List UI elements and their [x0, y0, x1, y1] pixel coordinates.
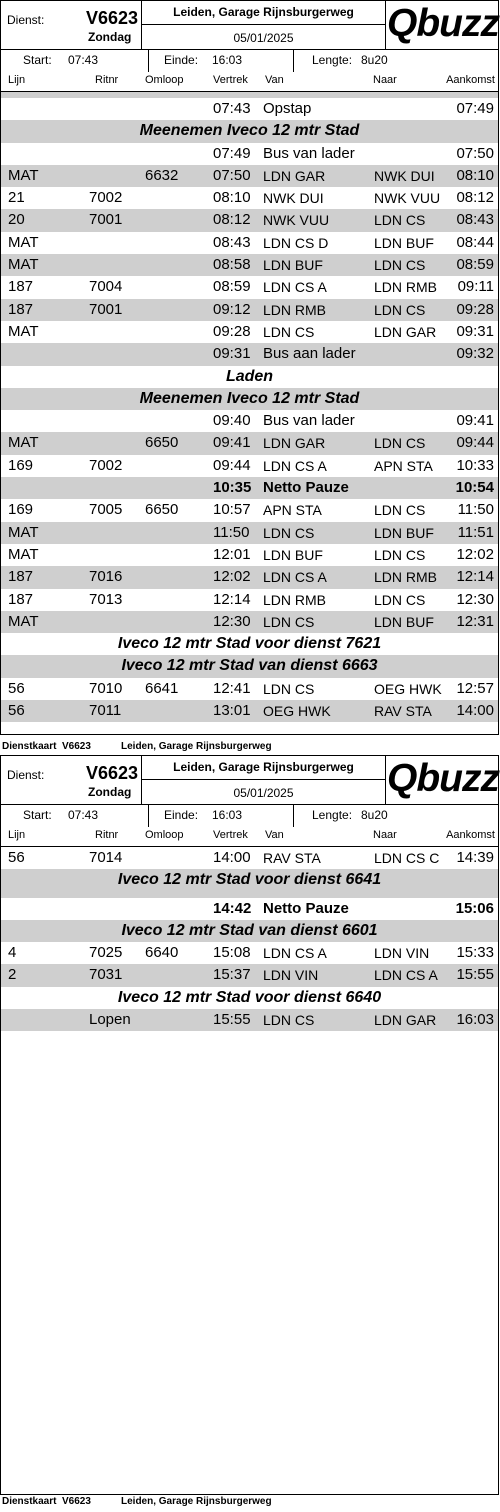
cell-naar: LDN CS — [374, 301, 426, 318]
cell-van: Bus van lader — [263, 412, 355, 430]
cell-ritnr: 7001 — [89, 211, 123, 229]
cell-naar: LDN BUF — [374, 613, 434, 630]
cell-van: LDN VIN — [263, 967, 319, 984]
cell-vertrek: 12:01 — [213, 545, 251, 563]
date: 05/01/2025 — [233, 786, 294, 800]
cell-omloop: 6640 — [145, 944, 179, 962]
cell-ritnr: Lopen — [89, 1011, 131, 1029]
cell-lijn: 4 — [8, 944, 17, 962]
trip-row — [1, 410, 498, 432]
cell-vertrek: 12:30 — [213, 612, 251, 630]
cell-naar: LDN GAR — [374, 1012, 437, 1029]
cell-aankomst: 15:06 — [455, 899, 494, 917]
col-van: Van — [265, 829, 284, 841]
length-label: Lengte: — [312, 808, 353, 822]
cell-van: LDN CS — [263, 613, 315, 630]
cell-omloop: 6641 — [145, 679, 179, 697]
cell-lijn: 187 — [8, 590, 34, 608]
cell-aankomst: 09:31 — [456, 322, 494, 340]
cell-vertrek: 14:00 — [213, 849, 251, 866]
footer-label: Dienstkaart — [2, 1496, 57, 1507]
section-title: Meenemen Iveco 12 mtr Stad — [139, 389, 360, 407]
cell-ritnr: 7025 — [89, 944, 123, 962]
cell-van: Opstap — [263, 100, 312, 117]
cell-aankomst: 09:41 — [456, 412, 494, 430]
cell-van: LDN BUF — [263, 257, 323, 274]
trip-row — [1, 343, 498, 365]
cell-ritnr: 7011 — [89, 702, 122, 720]
cell-omloop: 6650 — [145, 501, 179, 519]
cell-vertrek: 12:41 — [213, 679, 251, 697]
cell-naar: LDN CS — [374, 591, 426, 608]
cell-aankomst: 12:14 — [456, 568, 494, 586]
card-2 — [0, 755, 499, 1495]
cell-lijn: MAT — [8, 322, 39, 340]
cell-ritnr: 7016 — [89, 568, 123, 586]
cell-van: LDN RMB — [263, 301, 327, 318]
footer-location: Leiden, Garage Rijnsburgerweg — [121, 741, 272, 752]
cell-vertrek: 10:57 — [213, 501, 251, 519]
cell-aankomst: 08:10 — [456, 166, 494, 184]
cell-aankomst: 08:44 — [456, 233, 494, 251]
trip-row — [1, 566, 498, 588]
qbuzz-logo: Qbuzz — [387, 757, 499, 800]
cell-lijn: MAT — [8, 166, 39, 184]
cell-van: LDN CS — [263, 680, 315, 697]
footer-dienst: V6623 — [62, 741, 91, 752]
section-title-row — [1, 633, 498, 655]
cell-vertrek: 07:49 — [213, 144, 251, 162]
cell-naar: RAV STA — [374, 703, 432, 720]
cell-aankomst: 14:39 — [456, 849, 494, 866]
cell-lijn: 21 — [8, 189, 25, 207]
cell-aankomst: 12:30 — [456, 590, 494, 608]
cell-van: RAV STA — [263, 850, 321, 866]
cell-vertrek: 09:28 — [213, 322, 251, 340]
section-title-row — [1, 120, 498, 142]
cell-aankomst: 09:28 — [456, 300, 494, 318]
trip-rows — [1, 847, 498, 1031]
cell-lijn: 20 — [8, 211, 25, 229]
trip-row — [1, 187, 498, 209]
cell-vertrek: 09:41 — [213, 434, 251, 452]
section-title: Meenemen Iveco 12 mtr Stad — [139, 122, 360, 140]
cell-lijn: 169 — [8, 501, 34, 519]
cell-aankomst: 07:50 — [456, 144, 494, 162]
cell-vertrek: 09:31 — [213, 345, 251, 363]
trip-rows — [1, 92, 498, 722]
times-bar — [1, 49, 498, 73]
section-title: Iveco 12 mtr Stad voor dienst 6641 — [117, 871, 382, 889]
cell-ritnr: 7002 — [89, 189, 123, 207]
cell-vertrek: 12:14 — [213, 590, 251, 608]
cell-lijn: 56 — [8, 702, 25, 720]
cell-van: OEG HWK — [263, 703, 331, 720]
cell-vertrek: 10:35 — [213, 479, 252, 497]
trip-row — [1, 499, 498, 521]
col-ritnr: Ritnr — [95, 829, 119, 841]
cell-van: APN STA — [263, 502, 322, 519]
cell-lijn: MAT — [8, 523, 39, 541]
cell-naar: LDN BUF — [374, 524, 434, 541]
cell-van: LDN CS A — [263, 457, 327, 474]
cell-lijn: MAT — [8, 233, 39, 251]
section-title-row — [1, 987, 498, 1009]
trip-row — [1, 544, 498, 566]
cell-lijn: MAT — [8, 612, 39, 630]
cell-ritnr: 7010 — [89, 679, 123, 697]
cell-aankomst: 14:00 — [456, 702, 494, 720]
cell-vertrek: 15:55 — [213, 1011, 251, 1029]
trip-row — [1, 165, 498, 187]
end-label: Einde: — [164, 808, 199, 822]
col-ritnr: Ritnr — [95, 74, 119, 86]
cell-naar: APN STA — [374, 457, 433, 474]
section-title: Laden — [225, 367, 274, 385]
cell-lijn: 2 — [8, 966, 17, 984]
col-lijn: Lijn — [8, 829, 26, 841]
footer-location: Leiden, Garage Rijnsburgerweg — [121, 1496, 272, 1507]
cell-lijn: 187 — [8, 300, 34, 318]
section-title-row — [1, 655, 498, 677]
trip-row — [1, 209, 498, 231]
cell-van: LDN RMB — [263, 591, 327, 608]
end-time: 16:03 — [212, 53, 243, 67]
date: 05/01/2025 — [233, 31, 294, 45]
cell-vertrek: 13:01 — [213, 702, 251, 720]
col-naar: Naar — [373, 74, 397, 86]
cell-aankomst: 08:12 — [456, 189, 494, 207]
cell-naar: OEG HWK — [374, 680, 442, 697]
cell-lijn: 187 — [8, 278, 34, 296]
cell-ritnr: 7001 — [89, 300, 123, 318]
trip-row — [1, 276, 498, 298]
cell-aankomst: 09:32 — [456, 345, 494, 363]
cell-aankomst: 08:59 — [456, 256, 494, 274]
times-bar — [1, 804, 498, 828]
dienst-label: Dienst: — [7, 768, 45, 782]
cell-naar: NWK VUU — [374, 190, 441, 207]
cell-van: LDN CS — [263, 1012, 315, 1029]
length-value: 8u20 — [361, 808, 388, 822]
section-title-row — [1, 869, 498, 891]
column-header — [1, 72, 498, 92]
col-van: Van — [265, 74, 284, 86]
trip-row — [1, 455, 498, 477]
cell-van: Bus van lader — [263, 144, 355, 162]
col-naar: Naar — [373, 829, 397, 841]
trip-row — [1, 98, 498, 120]
col-vertrek: Vertrek — [213, 829, 248, 841]
trip-row — [1, 299, 498, 321]
section-title: Iveco 12 mtr Stad van dienst 6601 — [121, 921, 378, 939]
footer-label: Dienstkaart — [2, 741, 57, 752]
col-aankomst: Aankomst — [446, 829, 495, 841]
cell-naar: LDN CS A — [374, 967, 438, 984]
cell-van: Netto Pauze — [263, 899, 349, 917]
cell-aankomst: 08:43 — [456, 211, 494, 229]
section-title-row — [1, 366, 498, 388]
cell-lijn: MAT — [8, 434, 39, 452]
cell-vertrek: 11:50 — [213, 523, 250, 541]
section-title-row — [1, 920, 498, 942]
cell-ritnr: 7014 — [89, 849, 123, 866]
cell-naar: NWK DUI — [374, 167, 435, 184]
section-title: Iveco 12 mtr Stad voor dienst 6640 — [117, 988, 382, 1006]
cell-vertrek: 12:02 — [213, 568, 251, 586]
cell-vertrek: 09:44 — [213, 456, 251, 474]
pause-row — [1, 898, 498, 920]
cell-van: LDN CS A — [263, 279, 327, 296]
cell-van: LDN BUF — [263, 546, 323, 563]
cell-omloop: 6632 — [145, 166, 179, 184]
cell-vertrek: 08:12 — [213, 211, 251, 229]
cell-vertrek: 15:37 — [213, 966, 251, 984]
cell-naar: LDN CS C — [374, 850, 440, 866]
location: Leiden, Garage Rijnsburgerweg — [142, 1, 385, 25]
cell-aankomst: 12:31 — [456, 612, 494, 630]
col-aankomst: Aankomst — [446, 74, 495, 86]
section-title: Iveco 12 mtr Stad van dienst 6663 — [121, 657, 378, 675]
cell-naar: LDN GAR — [374, 323, 437, 340]
cell-van: LDN CS — [263, 524, 315, 541]
end-time: 16:03 — [212, 808, 243, 822]
cell-aankomst: 09:11 — [457, 278, 494, 296]
trip-row — [1, 432, 498, 454]
cell-van: LDN CS A — [263, 569, 327, 586]
cell-van: LDN CS D — [263, 234, 329, 251]
trip-row — [1, 522, 498, 544]
cell-omloop: 6650 — [145, 434, 179, 452]
cell-vertrek: 14:42 — [213, 899, 252, 917]
cell-vertrek: 09:12 — [213, 300, 251, 318]
length-label: Lengte: — [312, 53, 353, 67]
col-vertrek: Vertrek — [213, 74, 248, 86]
cell-aankomst: 09:44 — [456, 434, 494, 452]
cell-van: Netto Pauze — [263, 479, 349, 497]
trip-row — [1, 611, 498, 633]
cell-ritnr: 7013 — [89, 590, 123, 608]
cell-van: LDN GAR — [263, 435, 326, 452]
cell-aankomst: 16:03 — [456, 1011, 494, 1029]
location: Leiden, Garage Rijnsburgerweg — [142, 756, 385, 780]
cell-aankomst: 15:55 — [456, 966, 494, 984]
cell-ritnr: 7031 — [89, 966, 123, 984]
cell-lijn: MAT — [8, 256, 39, 274]
dienst-label: Dienst: — [7, 13, 45, 27]
trip-row — [1, 678, 498, 700]
cell-vertrek: 08:43 — [213, 233, 251, 251]
cell-van: NWK VUU — [263, 212, 330, 229]
card-header — [1, 756, 498, 805]
cell-lijn: 187 — [8, 568, 34, 586]
cell-naar: LDN CS — [374, 257, 426, 274]
cell-ritnr: 7005 — [89, 501, 123, 519]
cell-aankomst: 15:33 — [456, 944, 494, 962]
trip-row — [1, 1009, 498, 1031]
cell-naar: LDN CS — [374, 502, 426, 519]
trip-row — [1, 589, 498, 611]
footer-dienst: V6623 — [62, 1496, 91, 1507]
dienst-number: V6623 — [86, 763, 139, 783]
cell-lijn: MAT — [8, 545, 39, 563]
start-label: Start: — [23, 53, 52, 67]
trip-row — [1, 321, 498, 343]
cell-naar: LDN RMB — [374, 279, 438, 296]
cell-naar: LDN CS — [374, 212, 426, 229]
col-omloop: Omloop — [145, 829, 184, 841]
cell-vertrek: 07:50 — [213, 166, 251, 184]
cell-naar: LDN RMB — [374, 569, 438, 586]
cell-naar: LDN CS — [374, 546, 426, 563]
cell-vertrek: 08:58 — [213, 256, 251, 274]
cell-vertrek: 08:59 — [213, 278, 251, 296]
section-title-row — [1, 388, 498, 410]
card-header — [1, 1, 498, 50]
dienst-day: Zondag — [88, 785, 132, 799]
start-time: 07:43 — [68, 53, 99, 67]
trip-row — [1, 964, 498, 986]
cell-aankomst: 12:02 — [456, 545, 494, 563]
cell-aankomst: 11:50 — [457, 501, 494, 519]
cell-vertrek: 09:40 — [213, 412, 251, 430]
trip-row — [1, 942, 498, 964]
cell-naar: LDN BUF — [374, 234, 434, 251]
column-header — [1, 827, 498, 847]
section-title: Iveco 12 mtr Stad voor dienst 7621 — [117, 635, 382, 653]
cell-van: LDN CS A — [263, 945, 327, 962]
cell-vertrek: 07:43 — [213, 100, 251, 117]
col-lijn: Lijn — [8, 74, 26, 86]
cell-lijn: 56 — [8, 849, 25, 866]
cell-aankomst: 10:54 — [455, 479, 494, 497]
dienst-day: Zondag — [88, 30, 132, 44]
cell-aankomst: 11:51 — [457, 523, 494, 541]
card-1 — [0, 0, 499, 735]
cell-naar: LDN CS — [374, 435, 426, 452]
cell-van: NWK DUI — [263, 190, 324, 207]
cell-lijn: 169 — [8, 456, 34, 474]
cell-lijn: 56 — [8, 679, 25, 697]
start-time: 07:43 — [68, 808, 99, 822]
cell-aankomst: 10:33 — [456, 456, 494, 474]
cell-ritnr: 7002 — [89, 456, 123, 474]
trip-row — [1, 700, 498, 722]
trip-row — [1, 232, 498, 254]
qbuzz-logo: Qbuzz — [387, 2, 499, 45]
col-omloop: Omloop — [145, 74, 184, 86]
trip-row — [1, 254, 498, 276]
cell-vertrek: 15:08 — [213, 944, 251, 962]
pause-row — [1, 477, 498, 499]
trip-row — [1, 143, 498, 165]
start-label: Start: — [23, 808, 52, 822]
cell-naar: LDN VIN — [374, 945, 430, 962]
trip-row — [1, 847, 498, 869]
dienst-number: V6623 — [86, 8, 139, 28]
length-value: 8u20 — [361, 53, 388, 67]
cell-aankomst: 07:49 — [456, 100, 494, 117]
cell-vertrek: 08:10 — [213, 189, 251, 207]
end-label: Einde: — [164, 53, 199, 67]
cell-van: LDN GAR — [263, 167, 326, 184]
cell-van: Bus aan lader — [263, 345, 356, 363]
cell-van: LDN CS — [263, 323, 315, 340]
dienstkaart-page-2 — [0, 755, 500, 1512]
cell-aankomst: 12:57 — [456, 679, 494, 697]
cell-ritnr: 7004 — [89, 278, 123, 296]
